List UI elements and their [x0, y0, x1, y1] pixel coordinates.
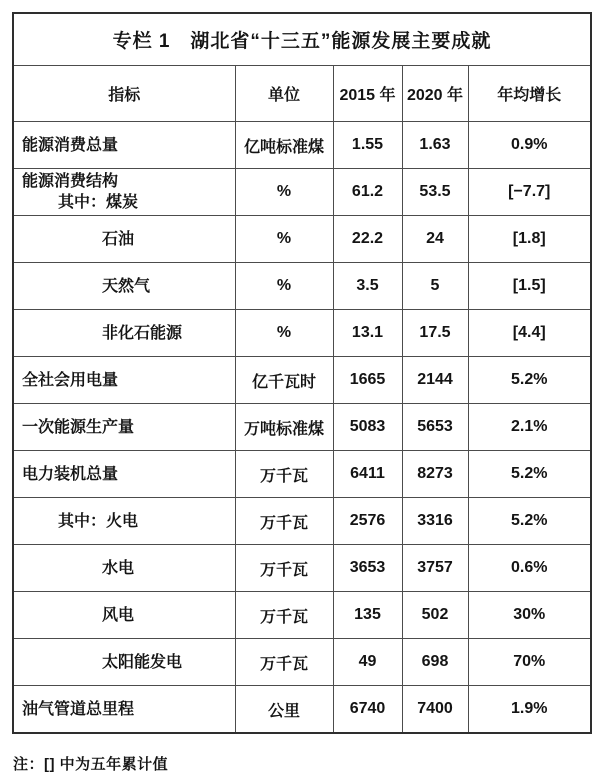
achievements-table	[12, 12, 592, 734]
unit-cell: 万千瓦	[235, 639, 333, 686]
value-2015-cell: 2576	[333, 498, 402, 545]
value-2015-cell: 61.2	[333, 169, 402, 216]
growth-cell: 5.2%	[468, 357, 591, 404]
value-2015-cell: 22.2	[333, 216, 402, 263]
indicator-cell	[13, 169, 235, 216]
col-header-2020: 2020 年	[402, 66, 468, 122]
value-2015-cell: 1665	[333, 357, 402, 404]
unit-cell: %	[235, 263, 333, 310]
indicator-label: 太阳能发电	[102, 653, 183, 671]
table-row	[13, 451, 591, 498]
table-row	[13, 263, 591, 310]
value-2020-cell: 5653	[402, 404, 468, 451]
unit-cell: 亿千瓦时	[235, 357, 333, 404]
table-row	[13, 545, 591, 592]
indicator-label: 一次能源生产量	[22, 418, 135, 436]
unit-cell: 万吨标准煤	[235, 404, 333, 451]
value-2015-cell: 3653	[333, 545, 402, 592]
value-2020-cell: 5	[402, 263, 468, 310]
unit-cell: %	[235, 169, 333, 216]
indicator-cell	[13, 216, 235, 263]
indicator-cell	[13, 122, 235, 169]
value-2020-cell: 8273	[402, 451, 468, 498]
value-2015-cell: 49	[333, 639, 402, 686]
indicator-label: 水电	[102, 559, 135, 577]
value-2020-cell: 24	[402, 216, 468, 263]
indicator-cell	[13, 498, 235, 545]
indicator-cell	[13, 545, 235, 592]
value-2020-cell: 17.5	[402, 310, 468, 357]
growth-cell: 2.1%	[468, 404, 591, 451]
unit-cell: 万千瓦	[235, 451, 333, 498]
indicator-cell	[13, 310, 235, 357]
indicator-cell	[13, 263, 235, 310]
col-header-growth: 年均增长	[468, 66, 591, 122]
growth-cell: [1.5]	[468, 263, 591, 310]
value-2020-cell: 698	[402, 639, 468, 686]
value-2020-cell: 3316	[402, 498, 468, 545]
table-header-row	[13, 66, 591, 122]
unit-cell: 万千瓦	[235, 592, 333, 639]
unit-cell: %	[235, 310, 333, 357]
indicator-label: 能源消费结构	[22, 173, 119, 190]
box-title: 专栏 1 湖北省“十三五”能源发展主要成就	[13, 13, 591, 66]
indicator-label: 风电	[102, 606, 135, 624]
indicator-label: 非化石能源	[102, 324, 183, 342]
indicator-label: 电力装机总量	[22, 465, 119, 483]
table-row	[13, 216, 591, 263]
unit-cell: 亿吨标准煤	[235, 122, 333, 169]
growth-cell: [4.4]	[468, 310, 591, 357]
unit-cell: %	[235, 216, 333, 263]
table-row	[13, 357, 591, 404]
indicator-sublabel: 其中：煤炭	[58, 194, 139, 211]
table-row	[13, 310, 591, 357]
growth-cell: [1.8]	[468, 216, 591, 263]
value-2015-cell: 1.55	[333, 122, 402, 169]
unit-cell: 万千瓦	[235, 498, 333, 545]
value-2015-cell: 6740	[333, 686, 402, 734]
col-header-2015: 2015 年	[333, 66, 402, 122]
table-row	[13, 122, 591, 169]
table-row	[13, 498, 591, 545]
indicator-cell	[13, 592, 235, 639]
indicator-cell	[13, 686, 235, 734]
table-row	[13, 404, 591, 451]
growth-cell: 30%	[468, 592, 591, 639]
value-2015-cell: 3.5	[333, 263, 402, 310]
indicator-label: 石油	[102, 230, 135, 248]
indicator-label: 全社会用电量	[22, 371, 119, 389]
unit-cell: 公里	[235, 686, 333, 734]
value-2015-cell: 13.1	[333, 310, 402, 357]
growth-cell: 5.2%	[468, 498, 591, 545]
value-2015-cell: 6411	[333, 451, 402, 498]
value-2020-cell: 1.63	[402, 122, 468, 169]
growth-cell: [−7.7]	[468, 169, 591, 216]
indicator-label: 油气管道总里程	[22, 700, 135, 718]
value-2015-cell: 135	[333, 592, 402, 639]
indicator-label: 其中：火电	[58, 512, 139, 530]
value-2015-cell: 5083	[333, 404, 402, 451]
value-2020-cell: 53.5	[402, 169, 468, 216]
footnote: 注：[] 中为五年累计值	[13, 756, 169, 773]
value-2020-cell: 2144	[402, 357, 468, 404]
growth-cell: 1.9%	[468, 686, 591, 734]
growth-cell: 70%	[468, 639, 591, 686]
value-2020-cell: 502	[402, 592, 468, 639]
indicator-label: 天然气	[102, 277, 151, 295]
value-2020-cell: 3757	[402, 545, 468, 592]
col-header-indicator: 指标	[13, 66, 235, 122]
table-row	[13, 639, 591, 686]
indicator-cell	[13, 404, 235, 451]
col-header-unit: 单位	[235, 66, 333, 122]
indicator-cell	[13, 451, 235, 498]
growth-cell: 0.6%	[468, 545, 591, 592]
indicator-label: 能源消费总量	[22, 136, 119, 154]
indicator-cell	[13, 357, 235, 404]
table-title-row	[13, 13, 591, 66]
indicator-cell	[13, 639, 235, 686]
table-row	[13, 592, 591, 639]
growth-cell: 0.9%	[468, 122, 591, 169]
table-row	[13, 169, 591, 216]
table-row	[13, 686, 591, 734]
growth-cell: 5.2%	[468, 451, 591, 498]
unit-cell: 万千瓦	[235, 545, 333, 592]
value-2020-cell: 7400	[402, 686, 468, 734]
